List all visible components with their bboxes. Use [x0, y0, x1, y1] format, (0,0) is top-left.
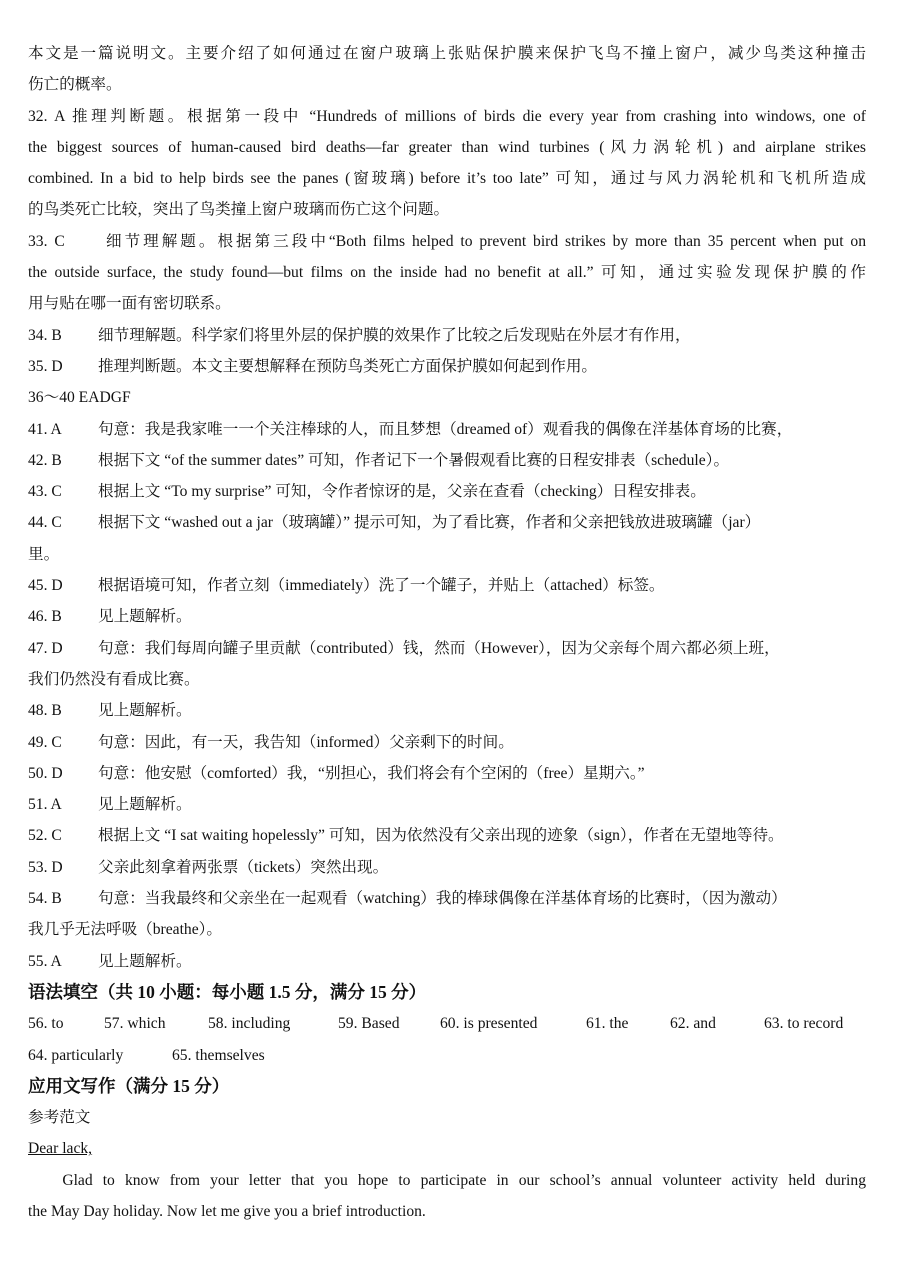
answer-explanation: 根据语境可知，作者立刻（immediately）洗了一个罐子，并贴上（attached）标签。 [98, 577, 665, 595]
answer-row [28, 946, 866, 977]
grammar-answer: 58. including [208, 1015, 291, 1033]
grammar-answer: 62. and [670, 1015, 716, 1033]
answer-continuation: 我几乎无法呼吸（breathe）。 [28, 921, 223, 939]
answer-row [28, 789, 866, 820]
answer-explanation: 句意：当我最终和父亲坐在一起观看（watching）我的棒球偶像在洋基体育场的比赛时，（因为激动） [98, 890, 787, 908]
text-line: 用与贴在哪一面有密切联系。 [28, 295, 231, 313]
answer-explanation: 根据下文 “washed out a jar（玻璃罐）” 提示可知，为了看比赛，作者和父亲把钱放进玻璃罐（jar） [98, 514, 761, 532]
answer-row [28, 445, 866, 476]
answer-explanation: 见上题解析。 [98, 796, 192, 814]
answer-row [28, 601, 866, 632]
text-line: 33. C 细节理解题。根据第三段中“Both films helped to prevent bird strikes by more than 35 percent when put on [28, 232, 866, 250]
answer-document [28, 38, 866, 1227]
text-line: combined. In a bid to help birds see the panes (窗玻璃) before it’s too late” 可知，通过与风力涡轮机和飞机所造成 [28, 170, 866, 188]
answer-row [28, 570, 866, 601]
grammar-answer: 64. particularly [28, 1046, 124, 1064]
answer-number: 45. D [28, 577, 63, 595]
answer-number: 50. D [28, 764, 63, 782]
answer-explanation: 根据上文 “To my surprise” 可知，令作者惊讶的是，父亲在查看（checking）日程安排表。 [98, 483, 706, 501]
answer-row [28, 852, 866, 883]
answer-explanation: 见上题解析。 [98, 702, 192, 720]
answer-row [28, 758, 866, 789]
answer-32 [28, 101, 866, 226]
grammar-answer: 63. to record [764, 1015, 844, 1033]
answer-row [28, 414, 866, 445]
answer-number: 35. D [28, 357, 63, 375]
text-line: 本文是一篇说明文。主要介绍了如何通过在窗户玻璃上张贴保护膜来保护飞鸟不撞上窗户，减少鸟类这种撞击 [28, 45, 866, 62]
grammar-answer: 59. Based [338, 1015, 400, 1033]
answer-number: 42. B [28, 451, 62, 469]
answer-explanation: 句意：他安慰（comforted）我，“别担心，我们将会有个空闲的（free）星期六。” [98, 764, 645, 782]
answer-row [28, 820, 866, 851]
letter-body-line: the May Day holiday. Now let me give you a brief introduction. [28, 1202, 426, 1220]
answer-row [28, 351, 866, 382]
answer-number: 47. D [28, 639, 63, 657]
answer-row [28, 727, 866, 758]
text-line: 32. A 推理判断题。根据第一段中 “Hundreds of millions of birds die every year from crashing into windows, one of [28, 107, 866, 125]
answer-continuation: 里。 [28, 545, 60, 563]
intro-paragraph [28, 38, 866, 101]
answer-number: 55. A [28, 952, 62, 970]
answer-number: 51. A [28, 796, 62, 814]
answers-36-40: 36～40 EADGF [28, 389, 131, 407]
grammar-section-title: 语法填空（共 10 小题：每小题 1.5 分，满分 15 分） [28, 981, 427, 1002]
answer-number: 53. D [28, 858, 63, 876]
answer-explanation: 父亲此刻拿着两张票（tickets）突然出现。 [98, 858, 389, 876]
answer-row [28, 476, 866, 507]
answer-number: 44. C [28, 514, 62, 532]
grammar-answer: 61. the [586, 1015, 629, 1033]
sample-label: 参考范文 [28, 1109, 91, 1127]
answer-explanation: 见上题解析。 [98, 608, 192, 626]
writing-section-title: 应用文写作（满分 15 分） [28, 1075, 230, 1096]
answer-number: 48. B [28, 702, 62, 720]
answer-explanation: 见上题解析。 [98, 952, 192, 970]
answer-explanation: 句意：因此，有一天，我告知（informed）父亲剩下的时间。 [98, 733, 514, 751]
answer-explanation: 句意：我们每周向罐子里贡献（contributed）钱，然而（However），因为父亲每个周六都必须上班， [98, 639, 780, 657]
grammar-answers-row-2 [28, 1040, 866, 1071]
text-line: 伤亡的概率。 [28, 76, 122, 94]
answer-row [28, 695, 866, 726]
letter-body-line: Glad to know from your letter that you hope to participate in our school’s annual volunteer activity held during [62, 1171, 866, 1189]
answer-row [28, 507, 866, 538]
answer-number: 49. C [28, 733, 62, 751]
grammar-answers-row-1 [28, 1008, 866, 1039]
answer-row [28, 320, 866, 351]
answers-41-55 [28, 414, 866, 977]
text-line: the outside surface, the study found—but films on the inside had no benefit at all.” 可知，通过实验发现保护膜的作 [28, 264, 866, 282]
answer-number: 52. C [28, 827, 62, 845]
answer-explanation: 句意：我是我家唯一一个关注棒球的人，而且梦想（dreamed of）观看我的偶像在洋基体育场的比赛， [98, 420, 793, 438]
answer-row [28, 633, 866, 664]
answers-34-35 [28, 320, 866, 383]
answer-explanation: 推理判断题。本文主要想解释在预防鸟类死亡方面保护膜如何起到作用。 [98, 357, 598, 375]
answer-explanation: 根据上文 “I sat waiting hopelessly” 可知，因为依然没有父亲出现的迹象（sign），作者在无望地等待。 [98, 827, 784, 845]
answer-number: 54. B [28, 890, 62, 908]
text-line: the biggest sources of human-caused bird deaths—far greater than wind turbines (风力涡轮机) and airplane strikes [28, 138, 866, 156]
answer-explanation: 细节理解题。科学家们将里外层的保护膜的效果作了比较之后发现贴在外层才有作用， [98, 326, 691, 344]
answer-33 [28, 226, 866, 320]
grammar-answer: 57. which [104, 1015, 166, 1033]
text-line: 的鸟类死亡比较，突出了鸟类撞上窗户玻璃而伤亡这个问题。 [28, 201, 450, 219]
letter-greeting: Dear lack, [28, 1140, 93, 1158]
answer-number: 34. B [28, 326, 62, 344]
grammar-answer: 56. to [28, 1015, 64, 1033]
answer-number: 41. A [28, 420, 62, 438]
answer-continuation: 我们仍然没有看成比赛。 [28, 670, 200, 688]
grammar-answer: 60. is presented [440, 1015, 538, 1033]
grammar-answer: 65. themselves [172, 1046, 265, 1064]
answer-row [28, 883, 866, 914]
answer-number: 43. C [28, 483, 62, 501]
answer-explanation: 根据下文 “of the summer dates” 可知，作者记下一个暑假观看比赛的日程安排表（schedule）。 [98, 451, 730, 469]
answer-number: 46. B [28, 608, 62, 626]
